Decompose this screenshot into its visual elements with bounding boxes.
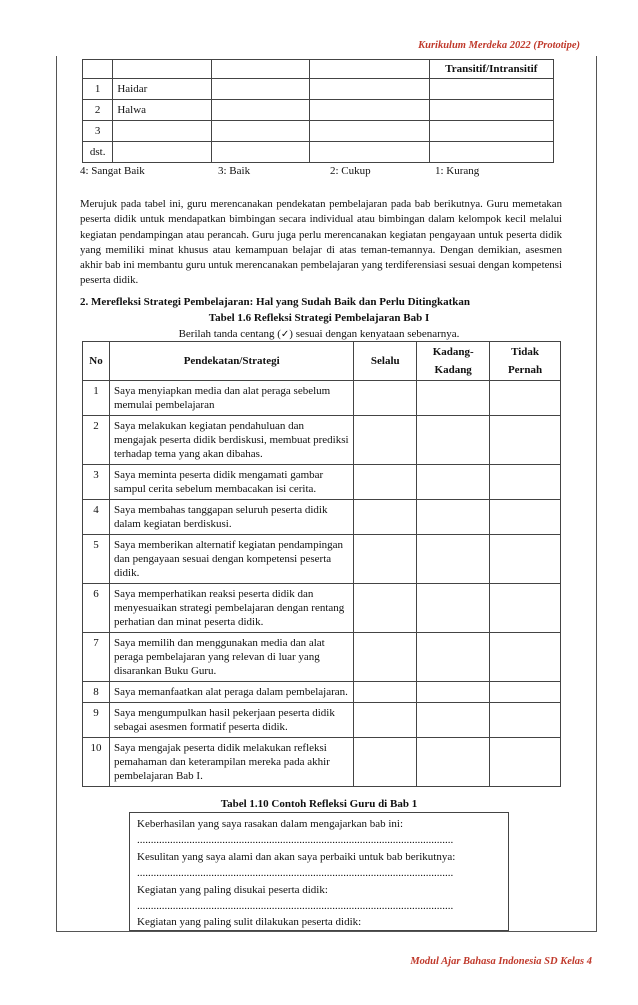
transitif-header: Transitif/Intransitif: [429, 60, 553, 79]
table-row: 2 Saya melakukan kegiatan pendahuluan dan mengajak peserta didik berdiskusi, membuat prediksi terhadap tema yang akan dibahas.: [83, 416, 561, 465]
table-caption: Tabel 1.10 Contoh Refleksi Guru di Bab 1: [220, 798, 418, 810]
student-name: Haidar: [113, 79, 212, 100]
student-name: [113, 142, 212, 163]
section-heading: 2. Merefleksi Strategi Pembelajaran: Hal yang Sudah Baik dan Perlu Ditingkatkan: [80, 296, 471, 308]
checkbox-cell[interactable]: [354, 381, 417, 416]
checkbox-cell[interactable]: [417, 703, 490, 738]
checkbox-cell[interactable]: [354, 535, 417, 584]
row-number: dst.: [83, 142, 113, 163]
checkbox-cell[interactable]: [490, 500, 561, 535]
legend-item: 3: Baik: [218, 165, 251, 177]
reflection-prompt: Kesulitan yang saya alami dan akan saya perbaiki untuk bab berikutnya:: [137, 851, 456, 863]
page-footer: Modul Ajar Bahasa Indonesia SD Kelas 4: [410, 956, 592, 967]
checkbox-cell[interactable]: [417, 633, 490, 682]
answer-line[interactable]: ...................................................................................................................: [137, 900, 454, 912]
table-row: 8 Saya memanfaatkan alat peraga dalam pembelajaran.: [83, 682, 561, 703]
table-header-row: [83, 60, 554, 79]
checkbox-cell[interactable]: [417, 738, 490, 787]
no-header: No: [83, 342, 110, 381]
table-row: [83, 121, 554, 142]
table-row: [83, 100, 554, 121]
legend-item: 4: Sangat Baik: [80, 165, 145, 177]
page-header: Kurikulum Merdeka 2022 (Prototipe): [418, 40, 580, 51]
reflection-prompt: Kegiatan yang paling sulit dilakukan peserta didik:: [137, 916, 362, 928]
checkbox-cell[interactable]: [490, 416, 561, 465]
student-name: Halwa: [113, 100, 212, 121]
checkbox-cell[interactable]: [354, 465, 417, 500]
checkmark-icon: ✓: [280, 329, 290, 340]
strategy-text: Saya mengumpulkan hasil pekerjaan peserta didik sebagai asesmen formatif peserta didik.: [109, 703, 353, 738]
checkbox-cell[interactable]: [354, 416, 417, 465]
legend-item: 1: Kurang: [435, 165, 480, 177]
table-row: 3 Saya meminta peserta didik mengamati gambar sampul cerita sebelum membacakan isi cerita.: [83, 465, 561, 500]
row-number: 2: [83, 100, 113, 121]
checkbox-cell[interactable]: [417, 584, 490, 633]
checkbox-cell[interactable]: [490, 703, 561, 738]
row-number: 3: [83, 121, 113, 142]
checkbox-cell[interactable]: [490, 535, 561, 584]
reflection-prompt: Keberhasilan yang saya rasakan dalam mengajarkan bab ini:: [137, 818, 404, 830]
student-assessment-table: [82, 59, 554, 163]
table-row: 5 Saya memberikan alternatif kegiatan pendampingan dan pengayaan sesuai dengan kompetensi peserta didik.: [83, 535, 561, 584]
never-header: Tidak Pernah: [490, 342, 561, 381]
reflection-prompt: Kegiatan yang paling disukai peserta didik:: [137, 884, 328, 896]
strategy-text: Saya memanfaatkan alat peraga dalam pembelajaran.: [109, 682, 353, 703]
table-header-row: [83, 342, 561, 381]
checkbox-cell[interactable]: [417, 465, 490, 500]
table-row: 10 Saya mengajak peserta didik melakukan refleksi pemahaman dan keterampilan mereka pada akhir pembelajaran Bab I.: [83, 738, 561, 787]
strategy-text: Saya meminta peserta didik mengamati gambar sampul cerita sebelum membacakan isi cerita.: [109, 465, 353, 500]
checkbox-cell[interactable]: [354, 633, 417, 682]
checkbox-cell[interactable]: [417, 381, 490, 416]
strategy-text: Saya memilih dan menggunakan media dan alat peraga pembelajaran yang relevan di luar yang disarankan Buku Guru.: [109, 633, 353, 682]
strategy-reflection-table: [82, 341, 561, 787]
legend-item: 2: Cukup: [330, 165, 371, 177]
sometimes-header: Kadang- Kadang: [417, 342, 490, 381]
checkbox-cell[interactable]: [417, 500, 490, 535]
answer-line[interactable]: ...................................................................................................................: [137, 834, 454, 846]
strategy-text: Saya memberikan alternatif kegiatan pendampingan dan pengayaan sesuai dengan kompetensi peserta didik.: [109, 535, 353, 584]
table-row: 7 Saya memilih dan menggunakan media dan alat peraga pembelajaran yang relevan di luar yang disarankan Buku Guru.: [83, 633, 561, 682]
checkbox-cell[interactable]: [417, 416, 490, 465]
strategy-text: Saya membahas tanggapan seluruh peserta didik dalam kegiatan berdiskusi.: [109, 500, 353, 535]
answer-line[interactable]: ...................................................................................................................: [137, 867, 454, 879]
table-row: 6 Saya memperhatikan reaksi peserta didik dan menyesuaikan strategi pembelajaran dengan rentang perhatian dan minat peserta didik.: [83, 584, 561, 633]
student-name: [113, 121, 212, 142]
instruction-text: Berilah tanda centang (✓) sesuai dengan kenyataan sebenarnya.: [178, 328, 460, 340]
checkbox-cell[interactable]: [354, 738, 417, 787]
strategy-text: Saya mengajak peserta didik melakukan refleksi pemahaman dan keterampilan mereka pada akhir pembelajaran Bab I.: [109, 738, 353, 787]
strategy-text: Saya memperhatikan reaksi peserta didik dan menyesuaikan strategi pembelajaran dengan rentang perhatian dan minat peserta didik.: [109, 584, 353, 633]
checkbox-cell[interactable]: [490, 633, 561, 682]
strategy-text: Saya melakukan kegiatan pendahuluan dan mengajak peserta didik berdiskusi, membuat prediksi terhadap tema yang akan dibahas.: [109, 416, 353, 465]
checkbox-cell[interactable]: [354, 500, 417, 535]
strategy-header: Pendekatan/Strategi: [109, 342, 353, 381]
table-row: 1 Saya menyiapkan media dan alat peraga sebelum memulai pembelajaran: [83, 381, 561, 416]
table-row: 9 Saya mengumpulkan hasil pekerjaan peserta didik sebagai asesmen formatif peserta didik.: [83, 703, 561, 738]
row-number: 1: [83, 79, 113, 100]
checkbox-cell[interactable]: [354, 703, 417, 738]
table-row: 4 Saya membahas tanggapan seluruh peserta didik dalam kegiatan berdiskusi.: [83, 500, 561, 535]
checkbox-cell[interactable]: [490, 584, 561, 633]
always-header: Selalu: [354, 342, 417, 381]
checkbox-cell[interactable]: [490, 465, 561, 500]
table-row: [83, 79, 554, 100]
checkbox-cell[interactable]: [490, 381, 561, 416]
checkbox-cell[interactable]: [490, 738, 561, 787]
checkbox-cell[interactable]: [417, 535, 490, 584]
body-paragraph: Merujuk pada tabel ini, guru merencanakan pendekatan pembelajaran pada bab berikutnya. Guru memetakan peserta didik untuk mendapatkan bimbingan secara individual atau bimbingan dalam kelompok kecil melalui kegiatan pendampingan atau perancah. Guru juga perlu merencanakan kegiatan pengayaan untuk peserta didik yang memiliki minat khusus atau kemampuan belajar di atas teman-temannya. Dengan demikian, asesmen akhir bab ini membantu guru untuk merencanakan pembelajaran yang terdiferensiasi sesuai dengan kompetensi peserta didik.: [80, 198, 562, 287]
checkbox-cell[interactable]: [417, 682, 490, 703]
teacher-reflection-box: [129, 812, 509, 931]
table-caption: Tabel 1.6 Refleksi Strategi Pembelajaran Bab I: [208, 312, 430, 324]
table-row: [83, 142, 554, 163]
strategy-text: Saya menyiapkan media dan alat peraga sebelum memulai pembelajaran: [109, 381, 353, 416]
checkbox-cell[interactable]: [354, 682, 417, 703]
checkbox-cell[interactable]: [354, 584, 417, 633]
checkbox-cell[interactable]: [490, 682, 561, 703]
